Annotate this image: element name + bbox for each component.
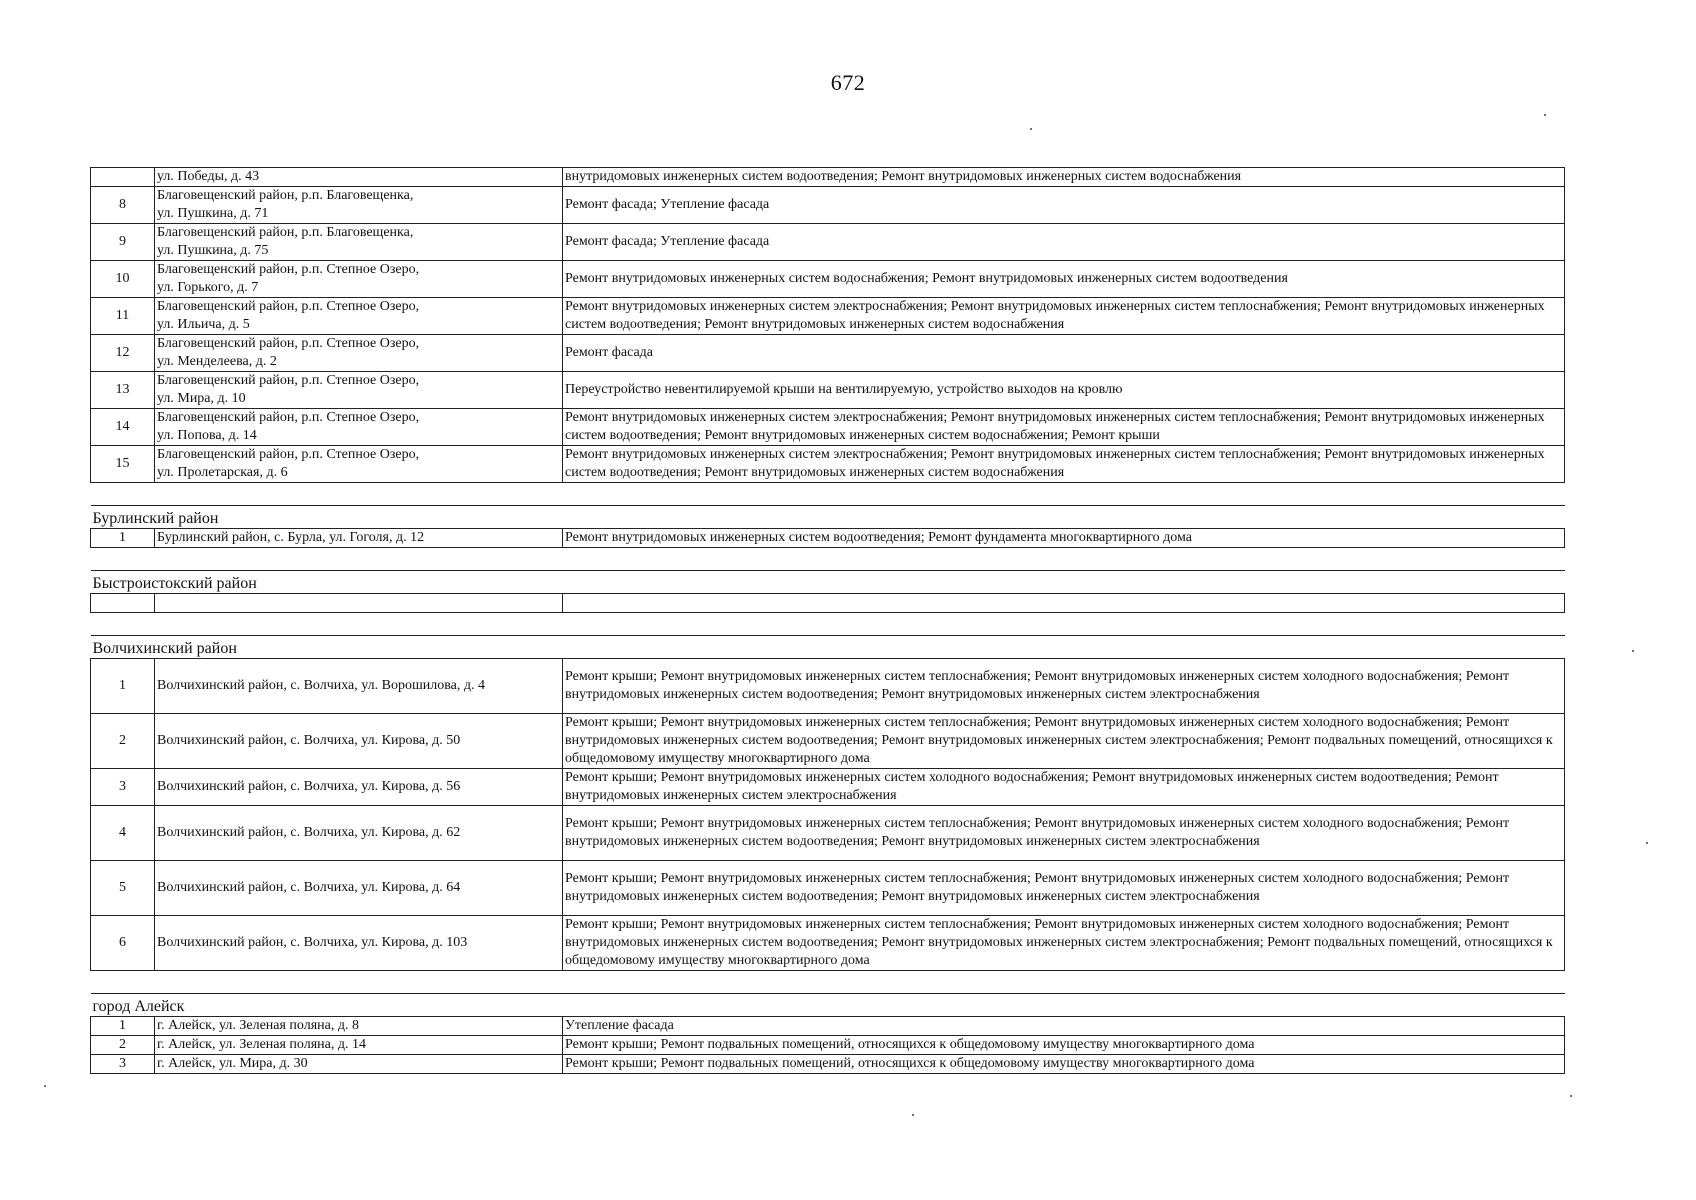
row-number: 2 (91, 714, 155, 769)
row-number: 13 (91, 372, 155, 409)
table-row (91, 916, 1565, 971)
row-address: Волчихинский район, с. Волчиха, ул. Кирова, д. 62 (155, 806, 563, 861)
row-number: 12 (91, 335, 155, 372)
row-works: внутридомовых инженерных систем водоотведения; Ремонт внутридомовых инженерных систем водоснабжения (563, 168, 1565, 187)
address-line: ул. Победы, д. 43 (157, 169, 260, 184)
row-works: Ремонт крыши; Ремонт внутридомовых инженерных систем теплоснабжения; Ремонт внутридомовых инженерных систем холодного водоснабжения; Ремонт внутридомовых инженерных систем водоотведения; Ремонт внутридомовых инженерных систем электроснабжения (563, 806, 1565, 861)
scan-speck (1030, 128, 1032, 130)
row-address (155, 168, 563, 187)
row-number: 6 (91, 916, 155, 971)
address-line: Благовещенский район, р.п. Степное Озеро, (157, 373, 420, 388)
row-address: г. Алейск, ул. Зеленая поляна, д. 14 (155, 1036, 563, 1055)
table-row (91, 861, 1565, 916)
row-works: Ремонт крыши; Ремонт внутридомовых инженерных систем теплоснабжения; Ремонт внутридомовых инженерных систем холодного водоснабжения; Ремонт внутридомовых инженерных систем водоотведения; Ремонт внутридомовых инженерных систем электроснабжения; Ремонт подвальных помещений, относящихся к общедомовому имуществу многоквартирного дома (563, 714, 1565, 769)
row-address (155, 298, 563, 335)
row-works: Ремонт крыши; Ремонт внутридомовых инженерных систем теплоснабжения; Ремонт внутридомовых инженерных систем холодного водоснабжения; Ремонт внутридомовых инженерных систем водоотведения; Ремонт внутридомовых инженерных систем электроснабжения (563, 659, 1565, 714)
scan-speck (1646, 842, 1648, 844)
address-line: ул. Пушкина, д. 71 (157, 206, 269, 221)
table-row (91, 298, 1565, 335)
row-number: 3 (91, 1055, 155, 1074)
row-number: 3 (91, 769, 155, 806)
address-line: ул. Менделеева, д. 2 (157, 354, 277, 369)
section-spacer (91, 548, 1565, 571)
row-works: Ремонт внутридомовых инженерных систем водоотведения; Ремонт фундамента многоквартирного дома (563, 529, 1565, 548)
row-works: Ремонт фасада; Утепление фасада (563, 224, 1565, 261)
table-row (91, 261, 1565, 298)
table-row (91, 372, 1565, 409)
row-works: Ремонт фасада; Утепление фасада (563, 187, 1565, 224)
scan-speck (1570, 1095, 1572, 1097)
row-address: Волчихинский район, с. Волчиха, ул. Ворошилова, д. 4 (155, 659, 563, 714)
row-number: 11 (91, 298, 155, 335)
row-works: Ремонт крыши; Ремонт внутридомовых инженерных систем холодного водоснабжения; Ремонт внутридомовых инженерных систем водоотведения; Ремонт внутридомовых инженерных систем электроснабжения (563, 769, 1565, 806)
row-number: 14 (91, 409, 155, 446)
row-works: Ремонт крыши; Ремонт внутридомовых инженерных систем теплоснабжения; Ремонт внутридомовых инженерных систем холодного водоснабжения; Ремонт внутридомовых инженерных систем водоотведения; Ремонт внутридомовых инженерных систем электроснабжения; Ремонт подвальных помещений, относящихся к общедомовому имуществу многоквартирного дома (563, 916, 1565, 971)
row-address (155, 446, 563, 483)
address-line: ул. Горького, д. 7 (157, 280, 259, 295)
address-line: Благовещенский район, р.п. Степное Озеро, (157, 410, 420, 425)
row-works: Утепление фасада (563, 1017, 1565, 1036)
row-works: Ремонт фасада (563, 335, 1565, 372)
row-address: г. Алейск, ул. Зеленая поляна, д. 8 (155, 1017, 563, 1036)
row-address (155, 409, 563, 446)
address-line: ул. Мира, д. 10 (157, 391, 246, 406)
table-row (91, 335, 1565, 372)
scan-speck (44, 1085, 46, 1087)
address-line: Благовещенский район, р.п. Благовещенка, (157, 188, 414, 203)
scan-speck (1632, 650, 1634, 652)
row-address: Волчихинский район, с. Волчиха, ул. Кирова, д. 50 (155, 714, 563, 769)
row-works: Ремонт крыши; Ремонт внутридомовых инженерных систем теплоснабжения; Ремонт внутридомовых инженерных систем холодного водоснабжения; Ремонт внутридомовых инженерных систем водоотведения; Ремонт внутридомовых инженерных систем электроснабжения (563, 861, 1565, 916)
row-address: Волчихинский район, с. Волчиха, ул. Кирова, д. 56 (155, 769, 563, 806)
address-line: Благовещенский район, р.п. Степное Озеро, (157, 336, 420, 351)
row-works: Ремонт внутридомовых инженерных систем электроснабжения; Ремонт внутридомовых инженерных систем теплоснабжения; Ремонт внутридомовых инженерных систем водоотведения; Ремонт внутридомовых инженерных систем водоснабжения (563, 446, 1565, 483)
table-row (91, 1017, 1565, 1036)
table-row (91, 409, 1565, 446)
address-line: Благовещенский район, р.п. Степное Озеро, (157, 299, 420, 314)
row-number: 4 (91, 806, 155, 861)
table-row (91, 187, 1565, 224)
row-address: г. Алейск, ул. Мира, д. 30 (155, 1055, 563, 1074)
row-works: Переустройство невентилируемой крыши на вентилируемую, устройство выходов на кровлю (563, 372, 1565, 409)
row-number: 1 (91, 1017, 155, 1036)
row-number: 15 (91, 446, 155, 483)
page-number: 672 (830, 70, 866, 95)
table-row (91, 659, 1565, 714)
table-row (91, 1036, 1565, 1055)
table-row (91, 224, 1565, 261)
scan-speck (912, 1114, 914, 1116)
row-number: 9 (91, 224, 155, 261)
district-title: Быстроистокский район (91, 571, 1565, 594)
address-line: Благовещенский район, р.п. Благовещенка, (157, 225, 414, 240)
row-number: 2 (91, 1036, 155, 1055)
row-works: Ремонт внутридомовых инженерных систем водоснабжения; Ремонт внутридомовых инженерных систем водоотведения (563, 261, 1565, 298)
row-works: Ремонт крыши; Ремонт подвальных помещений, относящихся к общедомовому имуществу многоквартирного дома (563, 1055, 1565, 1074)
row-address (155, 372, 563, 409)
district-header (91, 506, 1565, 529)
address-line: ул. Пролетарская, д. 6 (157, 465, 288, 480)
address-line: ул. Ильича, д. 5 (157, 317, 250, 332)
table-row (91, 168, 1565, 187)
row-address: Волчихинский район, с. Волчиха, ул. Кирова, д. 64 (155, 861, 563, 916)
district-title: Бурлинский район (91, 506, 1565, 529)
table-row (91, 769, 1565, 806)
address-line: Благовещенский район, р.п. Степное Озеро, (157, 262, 420, 277)
address-line: Благовещенский район, р.п. Степное Озеро, (157, 447, 420, 462)
row-works: Ремонт внутридомовых инженерных систем электроснабжения; Ремонт внутридомовых инженерных систем теплоснабжения; Ремонт внутридомовых инженерных систем водоотведения; Ремонт внутридомовых инженерных систем водоснабжения (563, 298, 1565, 335)
row-number: 5 (91, 861, 155, 916)
table-row (91, 446, 1565, 483)
row-number: 10 (91, 261, 155, 298)
address-line: ул. Попова, д. 14 (157, 428, 257, 443)
scan-speck (1544, 114, 1546, 116)
row-address (155, 187, 563, 224)
table-row (91, 806, 1565, 861)
row-works: Ремонт внутридомовых инженерных систем электроснабжения; Ремонт внутридомовых инженерных систем теплоснабжения; Ремонт внутридомовых инженерных систем водоотведения; Ремонт внутридомовых инженерных систем водоснабжения; Ремонт крыши (563, 409, 1565, 446)
row-address: Волчихинский район, с. Волчиха, ул. Кирова, д. 103 (155, 916, 563, 971)
row-number (91, 168, 155, 187)
district-title: Волчихинский район (91, 636, 1565, 659)
district-header (91, 636, 1565, 659)
register-table (90, 167, 1565, 1074)
row-works: Ремонт крыши; Ремонт подвальных помещений, относящихся к общедомовому имуществу многоквартирного дома (563, 1036, 1565, 1055)
row-address: Бурлинский район, с. Бурла, ул. Гоголя, д. 12 (155, 529, 563, 548)
district-header (91, 571, 1565, 594)
row-number: 1 (91, 659, 155, 714)
register-sheet (90, 167, 1564, 1074)
section-spacer (91, 613, 1565, 636)
district-header (91, 994, 1565, 1017)
section-spacer (91, 971, 1565, 994)
row-number: 8 (91, 187, 155, 224)
table-row (91, 1055, 1565, 1074)
row-number: 1 (91, 529, 155, 548)
address-line: ул. Пушкина, д. 75 (157, 243, 269, 258)
district-title: город Алейск (91, 994, 1565, 1017)
empty-row (91, 594, 1565, 613)
table-row (91, 529, 1565, 548)
section-spacer (91, 483, 1565, 506)
row-address (155, 335, 563, 372)
table-row (91, 714, 1565, 769)
row-address (155, 224, 563, 261)
row-address (155, 261, 563, 298)
